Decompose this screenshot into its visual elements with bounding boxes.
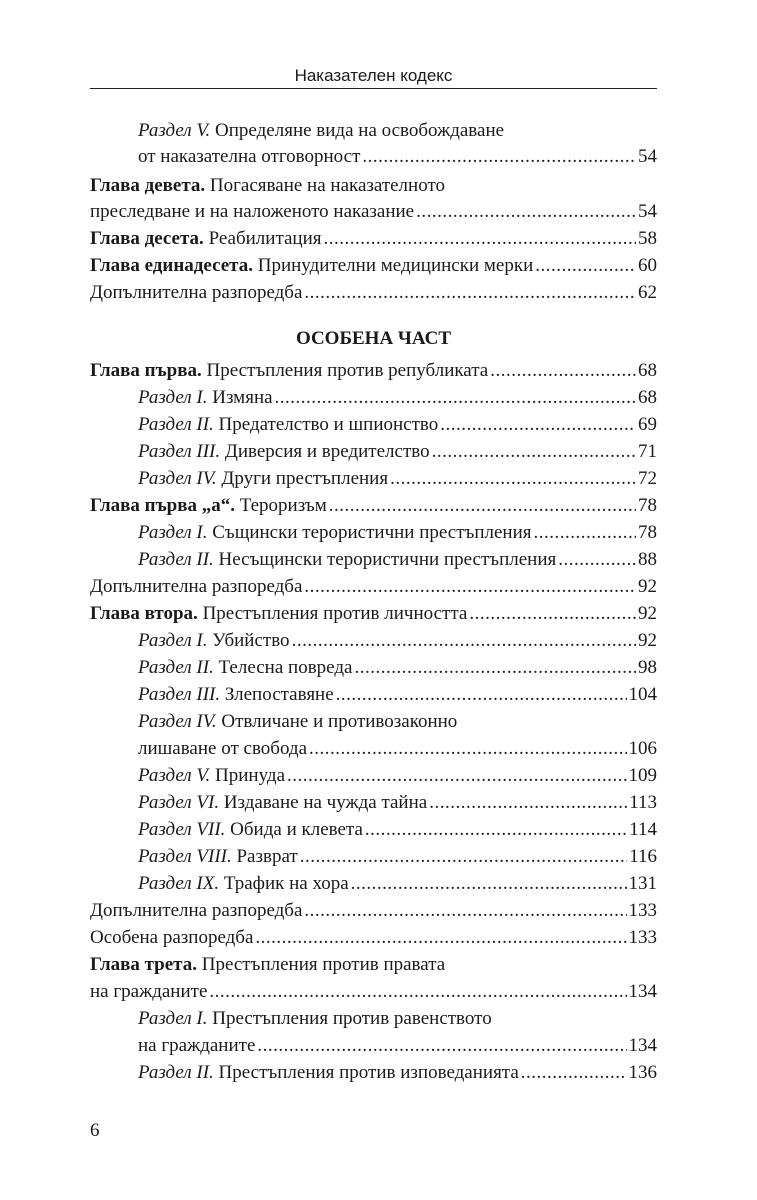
toc-entry[interactable] xyxy=(138,680,657,706)
toc-page: 98 xyxy=(638,657,657,678)
toc-page: 113 xyxy=(629,792,657,813)
toc-prefix: Раздел II. xyxy=(138,414,214,435)
toc-page: 68 xyxy=(638,360,657,381)
toc-title: Престъпления против правата xyxy=(201,954,446,975)
leader-dots xyxy=(257,1035,626,1057)
toc-prefix: Раздел II. xyxy=(138,549,214,570)
toc-title: Допълнителна разпоредба xyxy=(90,282,303,303)
toc-page: 134 xyxy=(628,1035,657,1056)
toc-title: Отвличане и противозаконно xyxy=(221,711,458,732)
toc-entry[interactable] xyxy=(138,410,657,436)
toc-prefix: Раздел IV. xyxy=(138,711,217,732)
leader-dots xyxy=(469,603,636,625)
toc-entry[interactable] xyxy=(90,950,657,976)
toc-title: Допълнителна разпоредба xyxy=(90,576,303,597)
toc-page: 92 xyxy=(638,630,657,651)
toc-page: 133 xyxy=(628,927,657,948)
toc-entry[interactable] xyxy=(90,251,657,277)
leader-dots xyxy=(351,873,627,895)
toc-page: 68 xyxy=(638,387,657,408)
toc-title-continuation: на гражданите xyxy=(90,981,208,1002)
toc-prefix: Раздел I. xyxy=(138,522,208,543)
leader-dots xyxy=(275,387,636,409)
leader-dots xyxy=(304,282,636,304)
toc-title: Престъпления против равенството xyxy=(212,1008,492,1029)
toc-title: Предателство и шпионство xyxy=(218,414,439,435)
toc-entry[interactable] xyxy=(138,383,657,409)
toc-entry[interactable] xyxy=(90,356,657,382)
leader-dots xyxy=(534,522,636,544)
toc-title: Разврат xyxy=(236,846,298,867)
toc-title: Погасяване на наказателното xyxy=(209,175,446,196)
toc-title: Злепоставяне xyxy=(224,684,334,705)
toc-prefix: Раздел VII. xyxy=(138,819,226,840)
toc-page: 134 xyxy=(628,981,657,1002)
toc-prefix: Раздел II. xyxy=(138,657,214,678)
toc-entry[interactable] xyxy=(138,869,657,895)
toc-title-continuation: от наказателна отговорност xyxy=(138,146,361,167)
toc-entry[interactable] xyxy=(138,761,657,787)
toc-entry[interactable] xyxy=(138,653,657,679)
toc-page: 62 xyxy=(638,282,657,303)
toc-title: Тероризъм xyxy=(239,495,327,516)
toc-title: Обида и клевета xyxy=(230,819,363,840)
toc-entry-continuation[interactable] xyxy=(138,1031,657,1057)
toc-entry[interactable] xyxy=(138,815,657,841)
toc-page: 58 xyxy=(638,228,657,249)
toc-prefix: Раздел VI. xyxy=(138,792,220,813)
toc-entry[interactable] xyxy=(138,464,657,490)
leader-dots xyxy=(432,441,636,463)
leader-dots xyxy=(336,684,627,706)
toc-title: Издаване на чужда тайна xyxy=(223,792,428,813)
toc-page: 78 xyxy=(638,522,657,543)
leader-dots xyxy=(255,927,626,949)
toc-title: Престъпления против личността xyxy=(202,603,468,624)
toc-page: 88 xyxy=(638,549,657,570)
toc-entry[interactable] xyxy=(138,626,657,652)
toc-prefix: Раздел VIII. xyxy=(138,846,232,867)
toc-title: Принудителни медицински мерки xyxy=(257,255,534,276)
toc-entry[interactable] xyxy=(138,1058,657,1084)
toc-title: Телесна повреда xyxy=(218,657,353,678)
leader-dots xyxy=(309,738,626,760)
leader-dots xyxy=(521,1062,627,1084)
toc-page: 54 xyxy=(638,201,657,222)
toc-prefix: Раздел I. xyxy=(138,387,208,408)
toc-entry-continuation[interactable] xyxy=(138,142,657,168)
toc-entry[interactable] xyxy=(138,707,657,733)
toc-title: Несъщински терористични престъпления xyxy=(218,549,557,570)
toc-entry[interactable] xyxy=(138,788,657,814)
toc-prefix: Глава втора. xyxy=(90,603,198,624)
toc-page: 72 xyxy=(638,468,657,489)
toc-prefix: Раздел I. xyxy=(138,1008,208,1029)
toc-prefix: Раздел I. xyxy=(138,630,208,651)
leader-dots xyxy=(292,630,636,652)
toc-page: 104 xyxy=(628,684,657,705)
toc-page: 131 xyxy=(628,873,657,894)
toc-title: Същински терористични престъпления xyxy=(212,522,532,543)
toc-prefix: Глава трета. xyxy=(90,954,197,975)
leader-dots xyxy=(300,846,627,868)
toc-entry[interactable] xyxy=(90,491,657,517)
section-title: ОСОБЕНА ЧАСТ xyxy=(295,328,452,349)
toc-title: Трафик на хора xyxy=(223,873,349,894)
toc-page: 92 xyxy=(638,576,657,597)
toc-page: 109 xyxy=(628,765,657,786)
page-number: 6 xyxy=(90,1120,100,1141)
toc-prefix: Раздел V. xyxy=(138,765,211,786)
toc-entry[interactable] xyxy=(90,572,657,598)
toc-page: 71 xyxy=(638,441,657,462)
toc-entry-continuation[interactable] xyxy=(90,197,657,223)
toc-page: 69 xyxy=(638,414,657,435)
toc-title: Измяна xyxy=(212,387,273,408)
toc-prefix: Глава първа. xyxy=(90,360,202,381)
toc-prefix: Раздел IX. xyxy=(138,873,220,894)
toc-title: Допълнителна разпоредба xyxy=(90,900,303,921)
toc-page: 54 xyxy=(638,146,657,167)
toc-title: Реабилитация xyxy=(208,228,322,249)
toc-page: 106 xyxy=(628,738,657,759)
toc-entry-continuation[interactable] xyxy=(90,977,657,1003)
toc-entry[interactable] xyxy=(90,224,657,250)
toc-entry[interactable] xyxy=(138,1004,657,1030)
leader-dots xyxy=(558,549,636,571)
leader-dots xyxy=(490,360,636,382)
toc-page: 114 xyxy=(629,819,657,840)
toc-title-continuation: лишаване от свобода xyxy=(138,738,308,759)
toc-prefix: Раздел II. xyxy=(138,1062,214,1083)
leader-dots xyxy=(416,201,636,223)
toc-prefix: Глава единадесета. xyxy=(90,255,253,276)
toc-title: Принуда xyxy=(215,765,286,786)
toc-prefix: Глава десета. xyxy=(90,228,204,249)
toc-entry[interactable] xyxy=(138,518,657,544)
toc-page: 136 xyxy=(628,1062,657,1083)
leader-dots xyxy=(304,576,636,598)
toc-prefix: Глава девета. xyxy=(90,175,206,196)
toc-entry[interactable] xyxy=(90,599,657,625)
toc-prefix: Раздел V. xyxy=(138,120,211,141)
toc-entry[interactable] xyxy=(90,896,657,922)
toc-entry[interactable] xyxy=(138,116,657,142)
toc-title: Диверсия и вредителство xyxy=(224,441,430,462)
toc-page: 133 xyxy=(628,900,657,921)
toc-title: Престъпления против републиката xyxy=(206,360,489,381)
toc-page: 78 xyxy=(638,495,657,516)
toc-title: Престъпления против изповеданията xyxy=(218,1062,519,1083)
header-rule xyxy=(90,88,657,89)
toc-entry[interactable] xyxy=(138,842,657,868)
toc-prefix: Глава първа „а“. xyxy=(90,495,235,516)
toc-title: Убийство xyxy=(212,630,290,651)
toc-entry[interactable] xyxy=(138,437,657,463)
leader-dots xyxy=(390,468,636,490)
leader-dots xyxy=(209,981,626,1003)
toc-entry[interactable] xyxy=(138,545,657,571)
leader-dots xyxy=(535,255,636,277)
leader-dots xyxy=(354,657,636,679)
toc-title: Особена разпоредба xyxy=(90,927,254,948)
leader-dots xyxy=(329,495,636,517)
toc-title-continuation: на гражданите xyxy=(138,1035,256,1056)
toc-page: 116 xyxy=(629,846,657,867)
toc-prefix: Раздел III. xyxy=(138,684,221,705)
leader-dots xyxy=(287,765,626,787)
leader-dots xyxy=(365,819,627,841)
toc-prefix: Раздел III. xyxy=(138,441,221,462)
toc-title: Определяне вида на освобождаване xyxy=(215,120,505,141)
toc-entry[interactable] xyxy=(90,171,657,197)
toc-page: 60 xyxy=(638,255,657,276)
leader-dots xyxy=(362,146,636,168)
leader-dots xyxy=(304,900,626,922)
toc-title-continuation: преследване и на наложеното наказание xyxy=(90,201,415,222)
leader-dots xyxy=(429,792,627,814)
running-header: Наказателен кодекс xyxy=(294,66,453,85)
leader-dots xyxy=(324,228,636,250)
toc-page: 92 xyxy=(638,603,657,624)
toc-entry[interactable] xyxy=(90,923,657,949)
leader-dots xyxy=(440,414,636,436)
toc-prefix: Раздел IV. xyxy=(138,468,217,489)
toc-entry[interactable] xyxy=(90,278,657,304)
toc-entry-continuation[interactable] xyxy=(138,734,657,760)
toc-title: Други престъпления xyxy=(221,468,389,489)
